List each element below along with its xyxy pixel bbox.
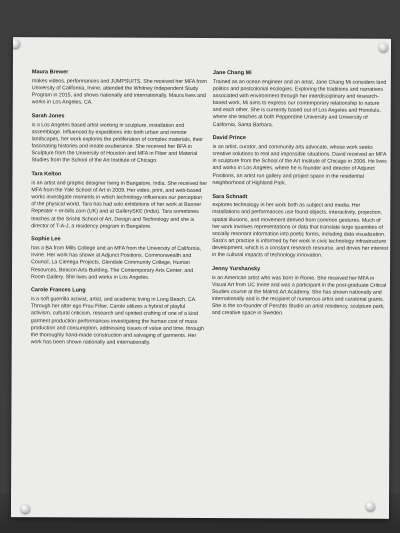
bio-entry	[32, 69, 208, 107]
bio-entry	[212, 135, 388, 187]
artist-name: Jenny Yurshansky	[212, 266, 261, 273]
artist-bio: is an artist and graphic designer living in Bangalore, India. She received her MFA from the Yale School of Art in 2009. Her video, print, and web-based works investigate moments in which technology influences our perception of the physical world. Tara has had solo exhibitions of her work at Banner Repeater + er-bills.com (UK) and at GallerySKE (India). Tara sometimes teaches at the Srishti School of Art, Design and Technology and she is director of T-A-J, a residency program in Bangalore.	[31, 179, 208, 230]
bio-entry	[31, 171, 207, 231]
bio-sheet	[11, 37, 391, 519]
bio-entry	[212, 266, 388, 318]
artist-name: Sarah Jones	[31, 113, 65, 120]
artist-bio: Trained as an ocean engineer and an artist, Jane Chang Mi considers land politics and postcolonial ecologies. Exploring the traditions and narratives associated with environment through her interdisciplinary and research-based work, Mi aims to express our contemporary relationship to nature and each other. She is currently based out of Los Angeles and Honolulu, where she teaches at both Pepperdine University and University of California, Santa Barbara.	[212, 78, 387, 128]
artist-name: Sophie Lee	[31, 236, 61, 243]
bio-entry	[31, 288, 207, 348]
artist-bio: is a soft guerrilla activist, artist, and academic living in Long Beach, CA. Through her alter ego Frau Fiber, Carole utilizes a hybrid of playful activism, cultural criticism, research and spirited crafting of one of a kind garment production performances investigating the human cost of mass production and consumption, addressing issues of value and time, through the thoroughly hand-made construction and salvaging of garments. Her work has been shown nationally and internationally.	[30, 296, 204, 346]
right-bio-column	[212, 70, 389, 325]
artist-bio: is a Los Angeles based artist working in sculpture, installation and assemblage. Influenced by expeditions into both urban and remote landscapes, her work explores the proliferation of complex materials, their fascinating histories and innate exuberance. She received her BFA in Sculpture from the University of Houston and MFA in Fiber and Material Studies from the School of the Art Institute of Chicago.	[31, 121, 203, 165]
artist-bio: is an American artist who was born in Rome. She received her MFA in Visual Art from UC Irvine and was a participant in the post-graduate Critical Studies course at the Malmö Art Academy. She has shown nationally and internationally and is the recipient of numerous artist and curatorial grants. She is the co-founder of Pershto Studio an artist residency, sculpture park, and creative space in Sweden.	[211, 274, 387, 317]
artist-bio: has a BA from Mills College and an MFA from the University of California, Irvine. Her work has shown at Adjunct Positions, Commonwealth and Council, La Cienega Projects, Glendale Community College, Human Resources, Beacon Arts Building, The Contemporary Arts Center, and Room Gallery. She lives and works in Los Angeles.	[30, 245, 201, 281]
artist-name: Sara Schnadt	[212, 193, 248, 200]
left-bio-column	[31, 69, 208, 354]
artist-bio: makes videos, performances and JUMPSUITS. She received her MFA from University of California, Irvine, attended the Whitney Independent Study Program in 2015, and shows nationally and internationally. Maura lives and works in Los Angeles, CA.	[31, 77, 207, 106]
bio-entry	[213, 70, 389, 130]
artist-name: Maura Brewer	[31, 69, 69, 76]
artist-name: Tara Kelton	[31, 171, 62, 178]
artist-name: Carole Frances Lung	[30, 287, 86, 294]
bio-entry	[31, 113, 207, 165]
artist-name: David Prince	[212, 135, 246, 142]
pushpin-icon	[11, 39, 20, 48]
pushpin-icon	[379, 43, 388, 52]
pushpin-icon	[366, 502, 375, 511]
artist-bio: is an artist, curator, and community arts advocate, whose work seeks creative solutions to real and impossible situations. David received an MFA in sculpture from the School of the Art Institute of Chicago in 2006. He lives and works in Los Angeles, where he is founder and director of Adjunct Positions, an artist run gallery and project space in the residential neighborhood of Highland Park.	[212, 144, 387, 187]
pushpin-icon	[21, 504, 30, 513]
bio-entry	[31, 237, 207, 282]
bio-entry	[212, 194, 388, 261]
artist-bio: explores technology in her work both as subject and media. Her installations and performances use found objects, interactivity, projection, spatial illusions, and movement derived from common gestures. Much of her work involves representations or data that translate large quantities of socially resonant information into poetic forms, including data visualization. Sara's art practice is informed by her work in civic technology infrastructure development, which is a constant research resource, and drives her interest in the cultural impacts of technology innovation.	[212, 202, 389, 259]
artist-name: Jane Chang Mi	[212, 70, 252, 77]
